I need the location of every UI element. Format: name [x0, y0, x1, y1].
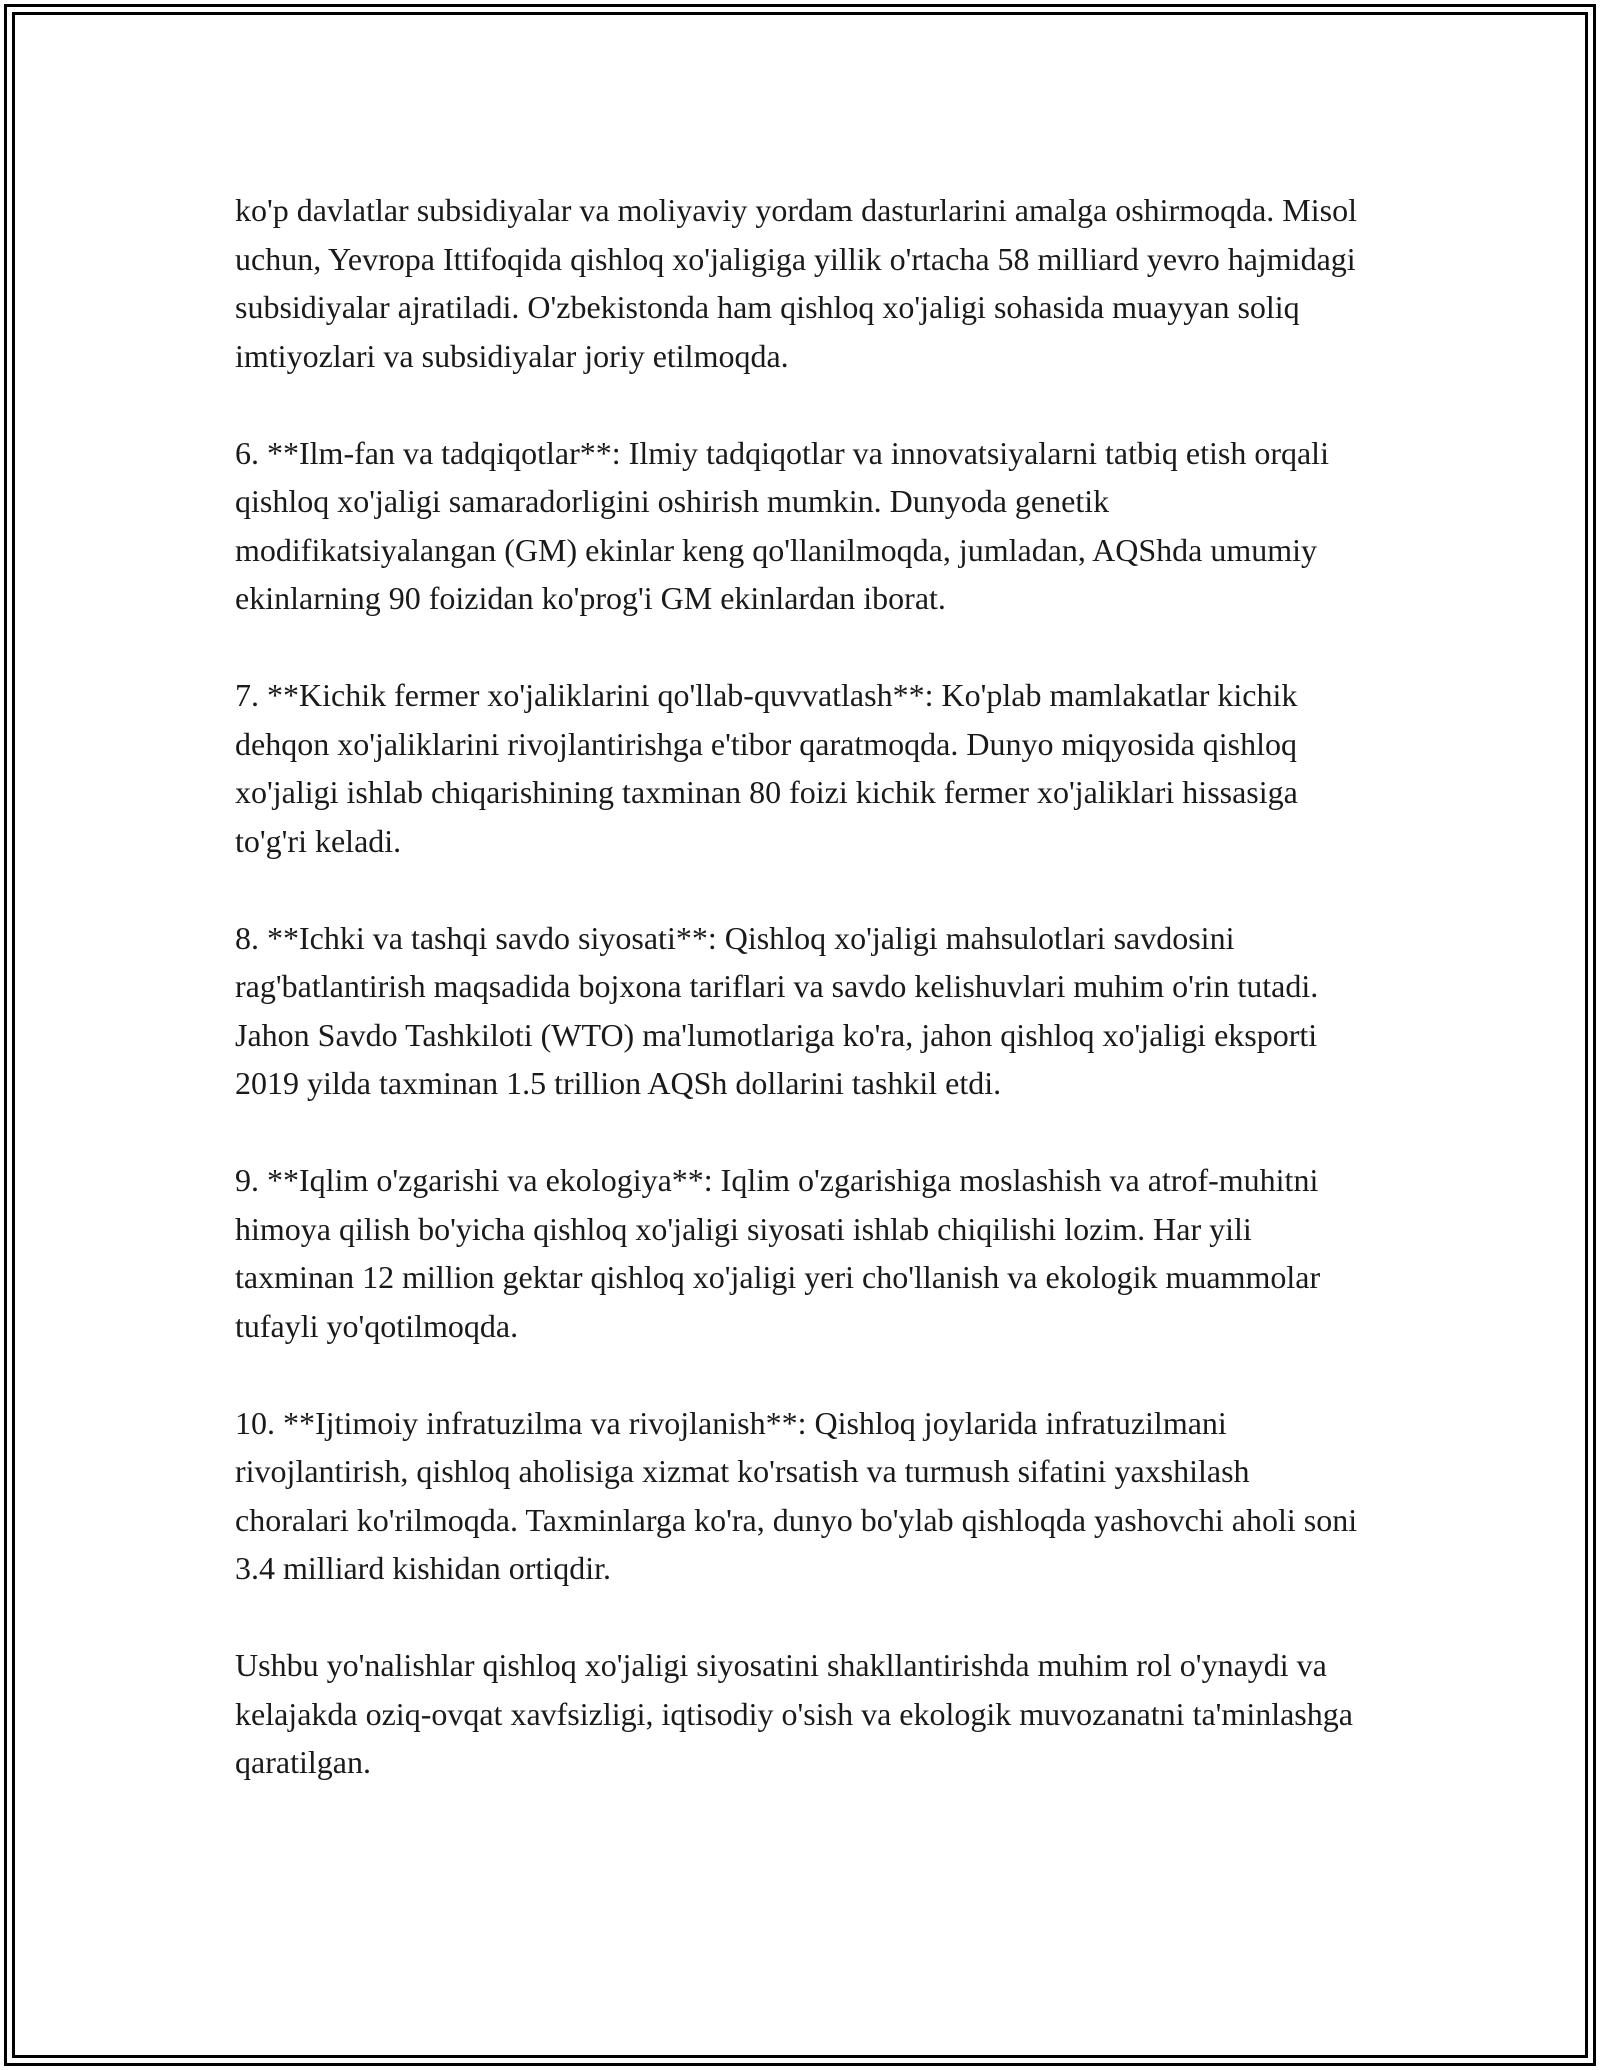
paragraph-science-research: 6. **Ilm-fan va tadqiqotlar**: Ilmiy tadqiqotlar va innovatsiyalarni tatbiq etish orqali qishloq xo'jaligi samaradorligini oshirish mumkin. Dunyoda genetik modifikatsiyalangan (GM) ekinlar keng qo'llanilmoqda, jumladan, AQShda umumiy ekinlarning 90 foizidan ko'prog'i GM ekinlardan iborat. — [235, 434, 1329, 616]
paragraph-small-farmers: 7. **Kichik fermer xo'jaliklarini qo'llab-quvvatlash**: Ko'plab mamlakatlar kichik dehqon xo'jaliklarini rivojlantirishga e'tibor qaratmoqda. Dunyo miqyosida qishloq xo'jaligi ishlab chiqarishining taxminan 80 foizi kichik fermer xo'jaliklari hissasiga to'g'ri keladi. — [235, 677, 1298, 859]
paragraph-conclusion: Ushbu yo'nalishlar qishloq xo'jaligi siyosatini shakllantirishda muhim rol o'ynaydi va kelajakda oziq-ovqat xavfsizligi, iqtisodiy o'sish va ekologik muvozanatni ta'minlashga qaratilgan. — [235, 1647, 1353, 1780]
paragraph-trade-policy: 8. **Ichki va tashqi savdo siyosati**: Qishloq xo'jaligi mahsulotlari savdosini rag'batlantirish maqsadida bojxona tariflari va savdo kelishuvlari muhim o'rin tutadi. Jahon Savdo Tashkiloti (WTO) ma'lumotlariga ko'ra, jahon qishloq xo'jaligi eksporti 2019 yilda taxminan 1.5 trillion AQSh dollarini tashkil etdi. — [235, 919, 1319, 1101]
paragraph-subsidies-continued: ko'p davlatlar subsidiyalar va moliyaviy yordam dasturlarini amalga oshirmoqda. Misol uchun, Yevropa Ittifoqida qishloq xo'jaligiga yillik o'rtacha 58 milliard yevro hajmidagi subsidiyalar ajratiladi. O'zbekistonda ham qishloq xo'jaligi sohasida muayyan soliq imtiyozlari va subsidiyalar joriy etilmoqda. — [235, 192, 1357, 374]
paragraph-social-infrastructure: 10. **Ijtimoiy infratuzilma va rivojlanish**: Qishloq joylarida infratuzilmani rivojlantirish, qishloq aholisiga xizmat ko'rsatish va turmush sifatini yaxshilash choralari ko'rilmoqda. Taxminlarga ko'ra, dunyo bo'ylab qishloqda yashovchi aholi soni 3.4 milliard kishidan ortiqdir. — [235, 1404, 1358, 1586]
paragraph-climate-ecology: 9. **Iqlim o'zgarishi va ekologiya**: Iqlim o'zgarishiga moslashish va atrof-muhitni himoya qilish bo'yicha qishloq xo'jaligi siyosati ishlab chiqilishi lozim. Har yili taxminan 12 million gektar qishloq xo'jaligi yeri cho'llanish va ekologik muammolar tufayli yo'qotilmoqda. — [235, 1162, 1321, 1344]
document-body — [235, 186, 1365, 1787]
